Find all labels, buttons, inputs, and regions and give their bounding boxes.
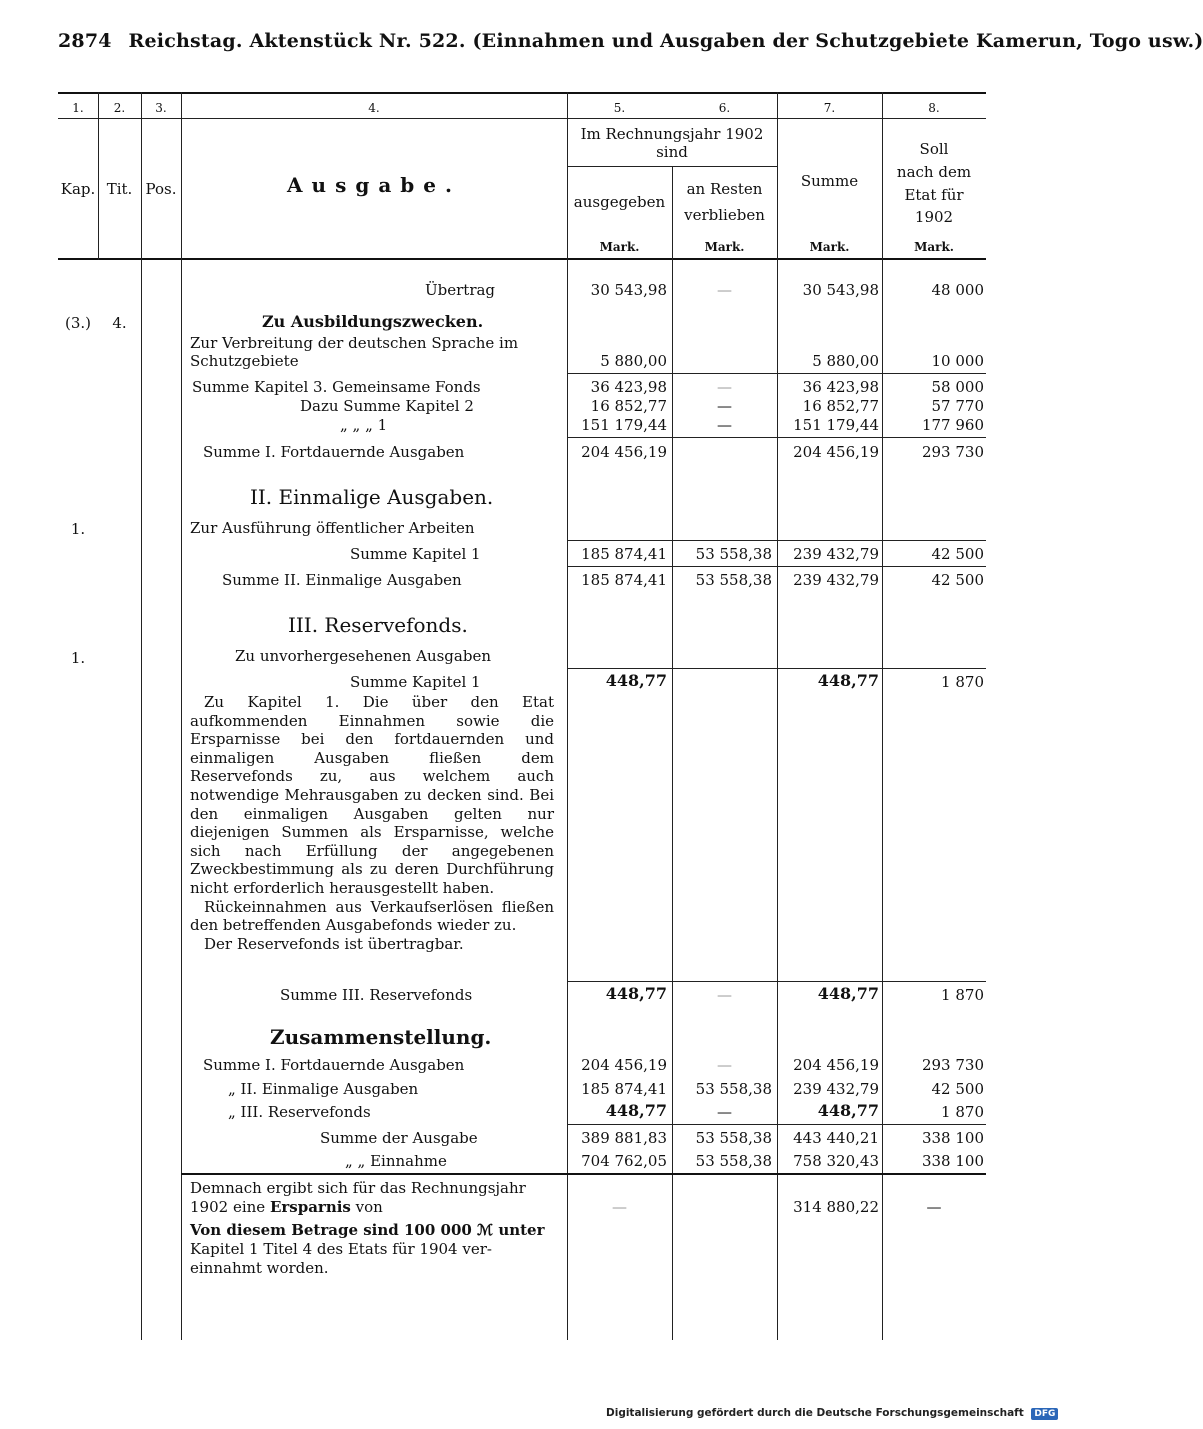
row-summe-ausgabe-c7: 443 440,21 (793, 1129, 879, 1147)
row-summe-kap3-label: Summe Kapitel 3. Gemeinsame Fonds (192, 378, 481, 396)
row-summe-kap3-c5: 36 423,98 (590, 378, 667, 396)
header-ausgegeben: ausgegeben (573, 193, 666, 211)
row-dazu-kap2-c8: 57 770 (931, 397, 984, 415)
row-summe-II-label: Summe II. Einmalige Ausgaben (222, 571, 462, 589)
header-mark-7: Mark. (809, 240, 850, 254)
row-zus-III-c5: 448,77 (605, 1101, 667, 1120)
header-soll-line1: Soll (919, 140, 949, 158)
row-zus-I-label: Summe I. Fortdauernde Ausgaben (203, 1056, 465, 1074)
row-dazu-kap1-c7: 151 179,44 (793, 416, 879, 434)
row-summe-III-c6: — (717, 986, 732, 1004)
section-II-heading: II. Einmalige Ausgaben. (250, 485, 494, 509)
header-year-line1: Im Rechnungsjahr 1902 (580, 125, 764, 143)
row-summe-ausgabe-label: Summe der Ausgabe (320, 1129, 478, 1147)
ersparnis-line1: Demnach ergibt sich für das Rechnungsjahr (190, 1179, 526, 1197)
rule-summe-kap1-III (567, 668, 986, 669)
row-summe-ausgabe-c8: 338 100 (921, 1129, 984, 1147)
row-summe-II-c8: 42 500 (931, 571, 984, 589)
ersparnis-keyword: Ersparnis (269, 1198, 351, 1216)
row-uebertrag-c7: 30 543,98 (802, 281, 879, 299)
row-zus-I-c8: 293 730 (921, 1056, 984, 1074)
row-summe-II-c6: 53 558,38 (695, 571, 772, 589)
row-summe-II-c5: 185 874,41 (581, 571, 667, 589)
digitization-credit-text: Digitalisierung gefördert durch die Deutsche Forschungsgemeinschaft (606, 1407, 1024, 1419)
colnum-4: 4. (368, 101, 380, 115)
row-uebertrag-label: Übertrag (425, 281, 496, 299)
row-dazu-kap1-c5: 151 179,44 (581, 416, 667, 434)
row-einnahme-c5: 704 762,05 (581, 1152, 667, 1170)
row-dazu-kap1-c8: 177 960 (921, 416, 984, 434)
ersparnis-line2 (190, 1198, 383, 1216)
page-header-title: Reichstag. Aktenstück Nr. 522. (Einnahmen und Ausgaben der Schutzgebiete Kamerun, Togo usw.) (128, 30, 1203, 52)
note-paragraph-1: Zu Kapitel 1. Die über den Etat aufkommenden Einnahmen sowie die Ersparnisse bei den fortdauernden und einmaligen Ausgaben fließen dem Reservefonds zu, aus welchem auch notwendige Mehrausgaben zu decken sind. Bei den einmaligen Ausgaben gelten nur diejenigen Summen als Ersparnisse, welche sich nach Erfüllung der angegebenen Zweckbestimmung als zu deren Durchführung nicht erforderlich herausgestellt haben. (190, 693, 554, 897)
colnum-5: 5. (613, 101, 626, 115)
row-summe-kap3-c8: 58 000 (931, 378, 984, 396)
row-summe-I-c5: 204 456,19 (581, 443, 667, 461)
header-summe: Summe (800, 172, 859, 190)
ersparnis-line2-suffix: von (355, 1198, 383, 1216)
row-ausbildung-c8: 10 000 (931, 352, 984, 370)
row-ausbildung-heading: Zu Ausbildungszwecken. (262, 312, 484, 331)
row-dazu-kap2-label: Dazu Summe Kapitel 2 (300, 397, 474, 415)
note-paragraph-2: Rückeinnahmen aus Verkaufserlösen fließen den betreffenden Ausgabefonds wieder zu. (190, 897, 554, 935)
rule-summe-III (567, 981, 986, 982)
header-ausgabe: Ausgabe. (287, 173, 461, 197)
row-summe-ausgabe-c6: 53 558,38 (695, 1129, 772, 1147)
row-summe-kap1-II-c8: 42 500 (931, 545, 984, 563)
row-summe-I-c7: 204 456,19 (793, 443, 879, 461)
row-dazu-kap1-c6: — (717, 416, 732, 434)
row-ausbildung-line2: Schutzgebiete (190, 352, 299, 370)
colnum-1: 1. (72, 101, 84, 115)
table-top-rule (58, 92, 986, 94)
row-ausbildung-c7: 5 880,00 (812, 352, 879, 370)
header-mark-6: Mark. (704, 240, 745, 254)
colnum-rule (58, 118, 986, 119)
rule-ersparnis (181, 1173, 986, 1175)
colnum-2: 2. (113, 101, 126, 115)
col-rule-1 (98, 92, 99, 260)
section-zusammenstellung-heading: Zusammenstellung. (270, 1025, 492, 1049)
row-summe-II-c7: 239 432,79 (793, 571, 879, 589)
row-oeffentl-kap: 1. (70, 520, 86, 538)
row-summe-kap1-III-c5: 448,77 (605, 671, 667, 690)
page-header (58, 30, 1203, 52)
row-zus-I-c6: — (717, 1056, 732, 1074)
row-dazu-kap2-c5: 16 852,77 (590, 397, 667, 415)
row-zus-I-c7: 204 456,19 (793, 1056, 879, 1074)
section-III-heading: III. Reservefonds. (288, 613, 468, 637)
row-dazu-kap1-label: „ „ „ 1 (340, 416, 388, 434)
row-summe-kap1-II-c7: 239 432,79 (793, 545, 879, 563)
page-number: 2874 (58, 30, 112, 52)
row-zus-II-label: „ II. Einmalige Ausgaben (228, 1080, 419, 1098)
header-mark-5: Mark. (599, 240, 640, 254)
col-rule-2 (141, 92, 142, 1340)
row-dazu-kap2-c6: — (717, 397, 732, 415)
row-zus-III-c8: 1 870 (941, 1103, 984, 1121)
row-summe-kap3-c7: 36 423,98 (802, 378, 879, 396)
row-summe-I-label: Summe I. Fortdauernde Ausgaben (203, 443, 465, 461)
row-ersparnis-c8: — (926, 1198, 942, 1216)
row-ersparnis-c5: — (612, 1198, 627, 1216)
row-unvorher-label: Zu unvorhergesehenen Ausgaben (235, 647, 491, 665)
header-bottom-rule (58, 258, 986, 260)
row-zus-III-c7: 448,77 (817, 1101, 879, 1120)
row-zus-II-c6: 53 558,38 (695, 1080, 772, 1098)
header-pos: Pos. (145, 180, 177, 198)
header-reste-line2: verblieben (684, 206, 765, 224)
header-year-line2: sind (656, 143, 688, 161)
vereinnahmt-line2: Kapitel 1 Titel 4 des Etats für 1904 ver- (190, 1240, 492, 1258)
note-paragraph-3: Der Reservefonds ist übertragbar. (204, 934, 464, 953)
row-summe-kap1-III-label: Summe Kapitel 1 (350, 673, 481, 691)
row-dazu-kap2-c7: 16 852,77 (802, 397, 879, 415)
row-summe-kap1-III-c8: 1 870 (941, 673, 984, 691)
row-zus-I-c5: 204 456,19 (581, 1056, 667, 1074)
row-summe-kap3-c6: — (717, 378, 732, 396)
row-ausbildung-kap: (3.) (64, 314, 91, 332)
row-oeffentl-label: Zur Ausführung öffentlicher Arbeiten (190, 519, 475, 537)
vereinnahmt-line3: einnahmt worden. (190, 1259, 329, 1277)
row-summe-kap1-II-label: Summe Kapitel 1 (350, 545, 481, 563)
row-summe-kap1-II-c6: 53 558,38 (695, 545, 772, 563)
row-zus-II-c7: 239 432,79 (793, 1080, 879, 1098)
row-einnahme-c7: 758 320,43 (793, 1152, 879, 1170)
col-rule-3 (181, 92, 182, 1340)
header-kap: Kap. (60, 180, 96, 198)
row-summe-kap1-III-c7: 448,77 (817, 671, 879, 690)
colnum-8: 8. (928, 101, 940, 115)
row-uebertrag-c8: 48 000 (931, 281, 984, 299)
row-zus-III-label: „ III. Reservefonds (228, 1103, 371, 1121)
row-ausbildung-c5: 5 880,00 (600, 352, 667, 370)
row-summe-kap1-II-c5: 185 874,41 (581, 545, 667, 563)
reservefonds-note (190, 693, 554, 953)
vereinnahmt-line1: Von diesem Betrage sind 100 000 ℳ unter (190, 1221, 545, 1239)
ersparnis-line2-prefix: 1902 eine (190, 1198, 266, 1216)
rule-summe-kap1-II (567, 540, 986, 541)
row-summe-III-label: Summe III. Reservefonds (280, 986, 473, 1004)
row-summe-I-c8: 293 730 (921, 443, 984, 461)
rule-summe-II (567, 566, 986, 567)
header-soll-line4: 1902 (914, 208, 954, 226)
row-zus-II-c8: 42 500 (931, 1080, 984, 1098)
row-uebertrag-c5: 30 543,98 (590, 281, 667, 299)
rule-summe-I (567, 437, 986, 438)
dfg-logo: DFG (1031, 1408, 1058, 1420)
row-ausbildung-tit: 4. (112, 314, 127, 332)
colnum-6: 6. (718, 101, 731, 115)
row-zus-II-c5: 185 874,41 (581, 1080, 667, 1098)
row-ersparnis-c7: 314 880,22 (793, 1198, 879, 1216)
row-summe-III-c8: 1 870 (941, 986, 984, 1004)
row-einnahme-label: „ „ Einnahme (345, 1152, 447, 1170)
digitization-credit (606, 1407, 1058, 1420)
header-mark-8: Mark. (914, 240, 954, 254)
row-einnahme-c6: 53 558,38 (695, 1152, 772, 1170)
row-zus-III-c6: — (717, 1103, 732, 1121)
rule-ausbildung (567, 373, 986, 374)
colnum-3: 3. (155, 101, 167, 115)
header-tit: Tit. (106, 180, 133, 198)
header-reste-line1: an Resten (686, 180, 763, 198)
row-summe-III-c5: 448,77 (605, 984, 667, 1003)
header-soll-line3: Etat für (904, 186, 964, 204)
row-ausbildung-line1: Zur Verbreitung der deutschen Sprache im (190, 334, 519, 352)
row-summe-III-c7: 448,77 (817, 984, 879, 1003)
row-uebertrag-c6: — (717, 281, 732, 299)
colnum-7: 7. (823, 101, 836, 115)
row-summe-ausgabe-c5: 389 881,83 (581, 1129, 667, 1147)
row-unvorher-kap: 1. (70, 649, 86, 667)
rule-summe-ausgabe (567, 1124, 986, 1125)
row-einnahme-c8: 338 100 (921, 1152, 984, 1170)
header-soll-line2: nach dem (896, 163, 972, 181)
